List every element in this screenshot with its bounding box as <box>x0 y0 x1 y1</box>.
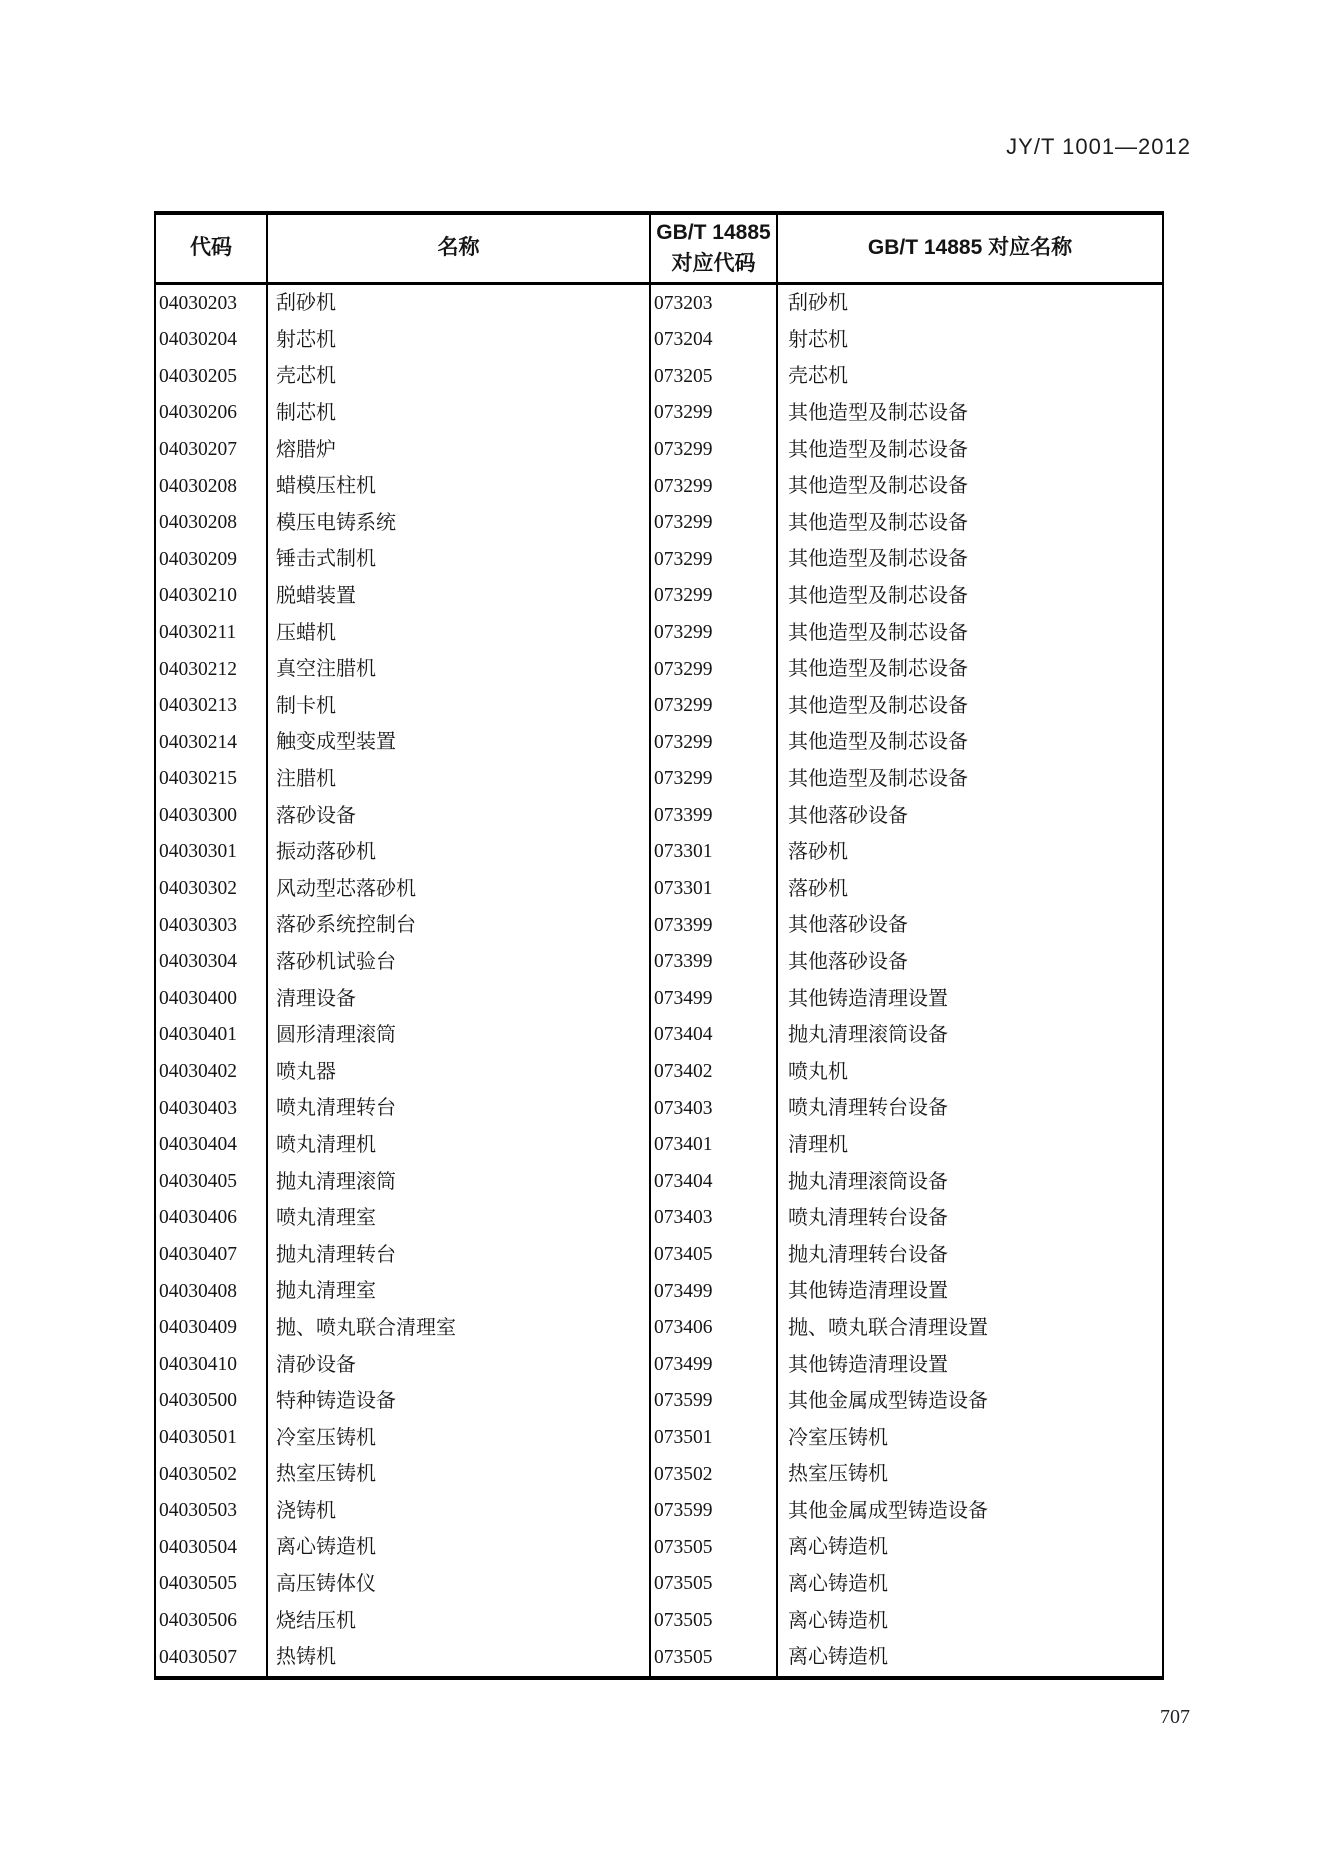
gb-name-cell: 射芯机 <box>788 328 848 351</box>
header-cell-code: 代码 <box>156 215 268 282</box>
gb-code-cell: 073405 <box>651 1236 778 1273</box>
gb-code-cell: 073404 <box>651 1017 778 1054</box>
code-cell: 04030207 <box>156 431 268 468</box>
table-row <box>156 1053 1162 1090</box>
name-cell: 制芯机 <box>268 395 651 432</box>
code-cell: 04030300 <box>156 797 268 834</box>
table-row <box>156 651 1162 688</box>
table-header-row <box>156 215 1162 285</box>
code-cell: 04030501 <box>156 1419 268 1456</box>
code-cell: 04030302 <box>156 871 268 908</box>
name-cell: 蜡模压柱机 <box>268 468 651 505</box>
name-cell: 喷丸清理机 <box>268 1127 651 1164</box>
gb-name-cell: 其他造型及制芯设备 <box>788 768 968 791</box>
name-cell: 抛、喷丸联合清理室 <box>268 1310 651 1347</box>
gb-code-cell: 073301 <box>651 871 778 908</box>
gb-name-cell: 热室压铸机 <box>788 1463 888 1486</box>
table-row <box>156 541 1162 578</box>
name-cell: 喷丸清理室 <box>268 1200 651 1237</box>
name-cell: 落砂设备 <box>268 797 651 834</box>
gb-code-cell: 073399 <box>651 907 778 944</box>
gb-code-cell: 073499 <box>651 1346 778 1383</box>
gb-code-cell: 073204 <box>651 322 778 359</box>
name-cell: 冷室压铸机 <box>268 1419 651 1456</box>
name-cell: 抛丸清理室 <box>268 1273 651 1310</box>
code-cell: 04030404 <box>156 1127 268 1164</box>
gb-name-cell: 其他金属成型铸造设备 <box>788 1499 988 1522</box>
gb-code-cell: 073299 <box>651 651 778 688</box>
gb-name-cell: 落砂机 <box>788 841 848 864</box>
gb-name-cell: 其他造型及制芯设备 <box>788 548 968 571</box>
code-cell: 04030210 <box>156 578 268 615</box>
name-cell: 烧结压机 <box>268 1602 651 1639</box>
table-row <box>156 1273 1162 1310</box>
gb-name-cell: 冷室压铸机 <box>788 1426 888 1449</box>
name-cell: 离心铸造机 <box>268 1529 651 1566</box>
table-row <box>156 871 1162 908</box>
gb-name-cell: 其他造型及制芯设备 <box>788 621 968 644</box>
gb-name-cell: 其他落砂设备 <box>788 804 908 827</box>
code-cell: 04030303 <box>156 907 268 944</box>
table-row <box>156 1236 1162 1273</box>
gb-name-cell: 其他造型及制芯设备 <box>788 731 968 754</box>
table-row <box>156 688 1162 725</box>
name-cell: 模压电铸系统 <box>268 505 651 542</box>
table-row <box>156 724 1162 761</box>
table-row <box>156 1127 1162 1164</box>
name-cell: 清砂设备 <box>268 1346 651 1383</box>
code-cell: 04030407 <box>156 1236 268 1273</box>
gb-code-cell: 073505 <box>651 1529 778 1566</box>
header-cell-gb-name: GB/T 14885 对应名称 <box>867 236 1073 260</box>
standard-number: JY/T 1001—2012 <box>1006 134 1191 159</box>
gb-name-cell: 喷丸清理转台设备 <box>788 1097 948 1120</box>
table-row <box>156 614 1162 651</box>
table-row <box>156 1017 1162 1054</box>
page-number: 707 <box>1160 1706 1190 1728</box>
gb-name-cell: 抛丸清理滚筒设备 <box>788 1024 948 1047</box>
gb-name-cell: 离心铸造机 <box>788 1573 888 1596</box>
name-cell: 热铸机 <box>268 1639 651 1676</box>
gb-name-cell: 离心铸造机 <box>788 1646 888 1669</box>
gb-code-cell: 073502 <box>651 1456 778 1493</box>
gb-code-cell: 073301 <box>651 834 778 871</box>
gb-code-cell: 073299 <box>651 431 778 468</box>
code-cell: 04030211 <box>156 614 268 651</box>
code-cell: 04030304 <box>156 944 268 981</box>
gb-code-cell: 073501 <box>651 1419 778 1456</box>
gb-code-cell: 073402 <box>651 1053 778 1090</box>
code-cell: 04030504 <box>156 1529 268 1566</box>
gb-name-cell: 其他造型及制芯设备 <box>788 658 968 681</box>
code-cell: 04030209 <box>156 541 268 578</box>
gb-code-cell: 073299 <box>651 578 778 615</box>
gb-name-cell: 其他铸造清理设置 <box>788 987 948 1010</box>
name-cell: 注腊机 <box>268 761 651 798</box>
gb-name-cell: 其他造型及制芯设备 <box>788 585 968 608</box>
gb-name-cell: 刮砂机 <box>788 292 848 315</box>
gb-code-cell: 073399 <box>651 797 778 834</box>
code-cell: 04030214 <box>156 724 268 761</box>
code-cell: 04030208 <box>156 468 268 505</box>
code-cell: 04030408 <box>156 1273 268 1310</box>
gb-name-cell: 抛、喷丸联合清理设置 <box>788 1316 988 1339</box>
name-cell: 抛丸清理滚筒 <box>268 1163 651 1200</box>
gb-code-cell: 073299 <box>651 395 778 432</box>
code-cell: 04030205 <box>156 358 268 395</box>
table-row <box>156 578 1162 615</box>
gb-code-cell: 073505 <box>651 1602 778 1639</box>
gb-code-cell: 073299 <box>651 724 778 761</box>
code-cell: 04030503 <box>156 1493 268 1530</box>
name-cell: 射芯机 <box>268 322 651 359</box>
table-row <box>156 1383 1162 1420</box>
name-cell: 刮砂机 <box>268 285 651 322</box>
name-cell: 真空注腊机 <box>268 651 651 688</box>
table-row <box>156 395 1162 432</box>
table-row <box>156 1346 1162 1383</box>
code-cell: 04030213 <box>156 688 268 725</box>
code-cell: 04030403 <box>156 1090 268 1127</box>
gb-code-cell: 073406 <box>651 1310 778 1347</box>
gb-code-cell: 073299 <box>651 468 778 505</box>
gb-name-cell: 离心铸造机 <box>788 1536 888 1559</box>
gb-name-cell: 其他落砂设备 <box>788 950 908 973</box>
name-cell: 制卡机 <box>268 688 651 725</box>
table-row <box>156 1163 1162 1200</box>
gb-code-cell: 073505 <box>651 1639 778 1676</box>
table-row <box>156 980 1162 1017</box>
code-cell: 04030402 <box>156 1053 268 1090</box>
code-cell: 04030400 <box>156 980 268 1017</box>
gb-code-cell: 073299 <box>651 761 778 798</box>
table-row <box>156 1456 1162 1493</box>
code-cell: 04030215 <box>156 761 268 798</box>
gb-name-cell: 其他金属成型铸造设备 <box>788 1390 988 1413</box>
gb-code-cell: 073299 <box>651 688 778 725</box>
table-row <box>156 285 1162 322</box>
gb-name-cell: 其他造型及制芯设备 <box>788 511 968 534</box>
gb-code-cell: 073299 <box>651 614 778 651</box>
gb-name-cell: 其他造型及制芯设备 <box>788 402 968 425</box>
gb-code-cell: 073203 <box>651 285 778 322</box>
table-row <box>156 1419 1162 1456</box>
name-cell: 压蜡机 <box>268 614 651 651</box>
table-row <box>156 1639 1162 1676</box>
table-row <box>156 358 1162 395</box>
code-cell: 04030409 <box>156 1310 268 1347</box>
table-body <box>156 285 1162 1676</box>
code-cell: 04030506 <box>156 1602 268 1639</box>
code-cell: 04030212 <box>156 651 268 688</box>
name-cell: 高压铸体仪 <box>268 1566 651 1603</box>
code-cell: 04030507 <box>156 1639 268 1676</box>
table-row <box>156 1200 1162 1237</box>
gb-code-cell: 073499 <box>651 1273 778 1310</box>
code-cell: 04030208 <box>156 505 268 542</box>
gb-name-cell: 其他落砂设备 <box>788 914 908 937</box>
code-cell: 04030401 <box>156 1017 268 1054</box>
table-row <box>156 797 1162 834</box>
gb-code-cell: 073404 <box>651 1163 778 1200</box>
name-cell: 浇铸机 <box>268 1493 651 1530</box>
name-cell: 振动落砂机 <box>268 834 651 871</box>
gb-name-cell: 其他铸造清理设置 <box>788 1280 948 1303</box>
gb-code-cell: 073403 <box>651 1200 778 1237</box>
header-cell-gb-code <box>651 215 778 282</box>
name-cell: 喷丸器 <box>268 1053 651 1090</box>
code-cell: 04030206 <box>156 395 268 432</box>
code-cell: 04030502 <box>156 1456 268 1493</box>
gb-name-cell: 喷丸清理转台设备 <box>788 1207 948 1230</box>
gb-name-cell: 清理机 <box>788 1133 848 1156</box>
name-cell: 圆形清理滚筒 <box>268 1017 651 1054</box>
gb-name-cell: 落砂机 <box>788 877 848 900</box>
name-cell: 锤击式制机 <box>268 541 651 578</box>
table-row <box>156 468 1162 505</box>
table-row <box>156 907 1162 944</box>
code-cell: 04030410 <box>156 1346 268 1383</box>
gb-code-cell: 073299 <box>651 505 778 542</box>
code-mapping-table <box>154 211 1164 1680</box>
gb-code-cell: 073399 <box>651 944 778 981</box>
table-row <box>156 322 1162 359</box>
name-cell: 喷丸清理转台 <box>268 1090 651 1127</box>
code-cell: 04030405 <box>156 1163 268 1200</box>
gb-name-cell: 其他铸造清理设置 <box>788 1353 948 1376</box>
code-cell: 04030203 <box>156 285 268 322</box>
header-gb-code-line2: 对应代码 <box>671 251 756 275</box>
table-row <box>156 1493 1162 1530</box>
gb-name-cell: 其他造型及制芯设备 <box>788 694 968 717</box>
name-cell: 触变成型装置 <box>268 724 651 761</box>
name-cell: 热室压铸机 <box>268 1456 651 1493</box>
table-row <box>156 761 1162 798</box>
gb-name-cell: 抛丸清理滚筒设备 <box>788 1170 948 1193</box>
table-row <box>156 1310 1162 1347</box>
gb-code-cell: 073499 <box>651 980 778 1017</box>
gb-code-cell: 073599 <box>651 1383 778 1420</box>
gb-name-cell: 其他造型及制芯设备 <box>788 475 968 498</box>
table-row <box>156 1529 1162 1566</box>
name-cell: 落砂机试验台 <box>268 944 651 981</box>
code-cell: 04030505 <box>156 1566 268 1603</box>
table-row <box>156 1602 1162 1639</box>
gb-name-cell: 抛丸清理转台设备 <box>788 1243 948 1266</box>
code-cell: 04030204 <box>156 322 268 359</box>
name-cell: 落砂系统控制台 <box>268 907 651 944</box>
gb-code-cell: 073205 <box>651 358 778 395</box>
table-row <box>156 505 1162 542</box>
name-cell: 抛丸清理转台 <box>268 1236 651 1273</box>
header-cell-name: 名称 <box>268 215 651 282</box>
gb-code-cell: 073505 <box>651 1566 778 1603</box>
gb-code-cell: 073599 <box>651 1493 778 1530</box>
name-cell: 特种铸造设备 <box>268 1383 651 1420</box>
table-row <box>156 1566 1162 1603</box>
gb-name-cell: 壳芯机 <box>788 365 848 388</box>
name-cell: 熔腊炉 <box>268 431 651 468</box>
code-cell: 04030500 <box>156 1383 268 1420</box>
gb-name-cell: 其他造型及制芯设备 <box>788 438 968 461</box>
name-cell: 脱蜡装置 <box>268 578 651 615</box>
name-cell: 清理设备 <box>268 980 651 1017</box>
gb-code-cell: 073299 <box>651 541 778 578</box>
header-gb-code-line1: GB/T 14885 <box>656 221 771 245</box>
table-row <box>156 431 1162 468</box>
gb-code-cell: 073401 <box>651 1127 778 1164</box>
name-cell: 壳芯机 <box>268 358 651 395</box>
table-row <box>156 834 1162 871</box>
gb-code-cell: 073403 <box>651 1090 778 1127</box>
code-cell: 04030406 <box>156 1200 268 1237</box>
table-row <box>156 1090 1162 1127</box>
name-cell: 风动型芯落砂机 <box>268 871 651 908</box>
gb-name-cell: 喷丸机 <box>788 1060 848 1083</box>
table-row <box>156 944 1162 981</box>
gb-name-cell: 离心铸造机 <box>788 1609 888 1632</box>
code-cell: 04030301 <box>156 834 268 871</box>
